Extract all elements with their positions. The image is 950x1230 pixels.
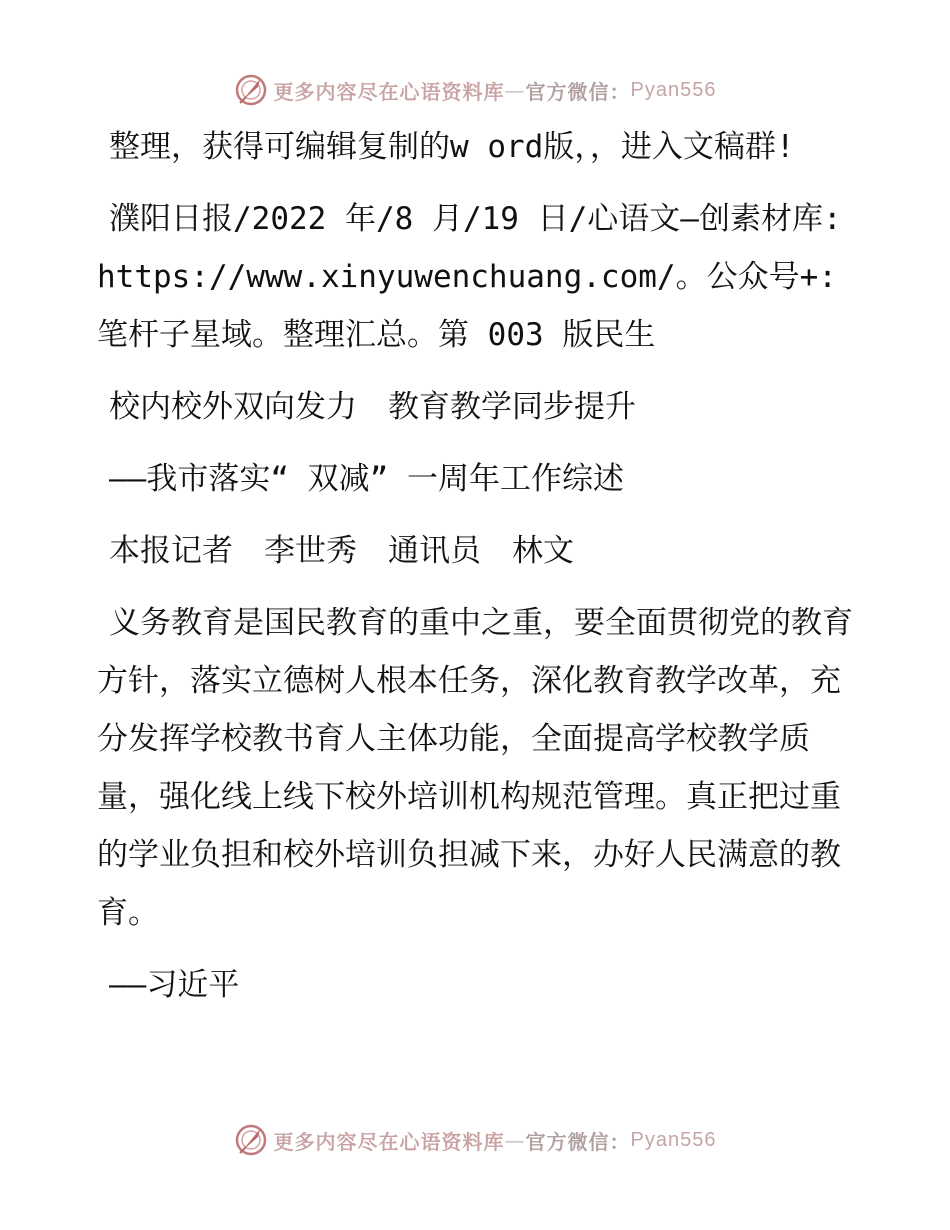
paragraph-intro: 整理，获得可编辑复制的w ord版，，进入文稿群! [109,129,795,165]
watermark-separator: — [504,1128,526,1152]
watermark-separator: — [504,78,526,102]
watermark-footer [0,1120,950,1160]
quill-logo-icon [234,1123,268,1157]
watermark-header [0,70,950,110]
article-title: 校内校外双向发力 教育教学同步提升 [109,389,636,425]
article-subtitle: ——我市落实“ 双减” 一周年工作综述 [109,461,624,497]
watermark-wechat-id: Pyan556 [630,78,717,101]
paragraph-quote: 义务教育是国民教育的重中之重，要全面贯彻党的教育方针，落实立德树人根本任务，深化教育教学改革，充分发挥学校教书育人主体功能，全面提高学校教学质量，强化线上线下校外培训机构规范管理。真正把过重的学业负担和校外培训负担减下来，办好人民满意的教育。 [97,605,853,931]
document-body [97,118,857,1028]
quote-attribution: ——习近平 [109,967,240,1003]
watermark-wechat-id: Pyan556 [630,1128,717,1151]
article-byline: 本报记者 李世秀 通讯员 林文 [109,533,574,569]
watermark-main-text: 更多内容尽在心语资料库 [273,1129,505,1154]
watermark-official-label: 官方微信： [525,79,631,104]
watermark-main-text: 更多内容尽在心语资料库 [273,79,505,104]
paragraph-source: 濮阳日报/2022 年/8 月/19 日/心语文—创素材库: https://www.xinyuwenchuang.com/。公众号+: 笔杆子星域。整理汇总。第 003 版民生 [97,201,842,353]
quill-logo-icon [234,73,268,107]
watermark-official-label: 官方微信： [525,1129,631,1154]
